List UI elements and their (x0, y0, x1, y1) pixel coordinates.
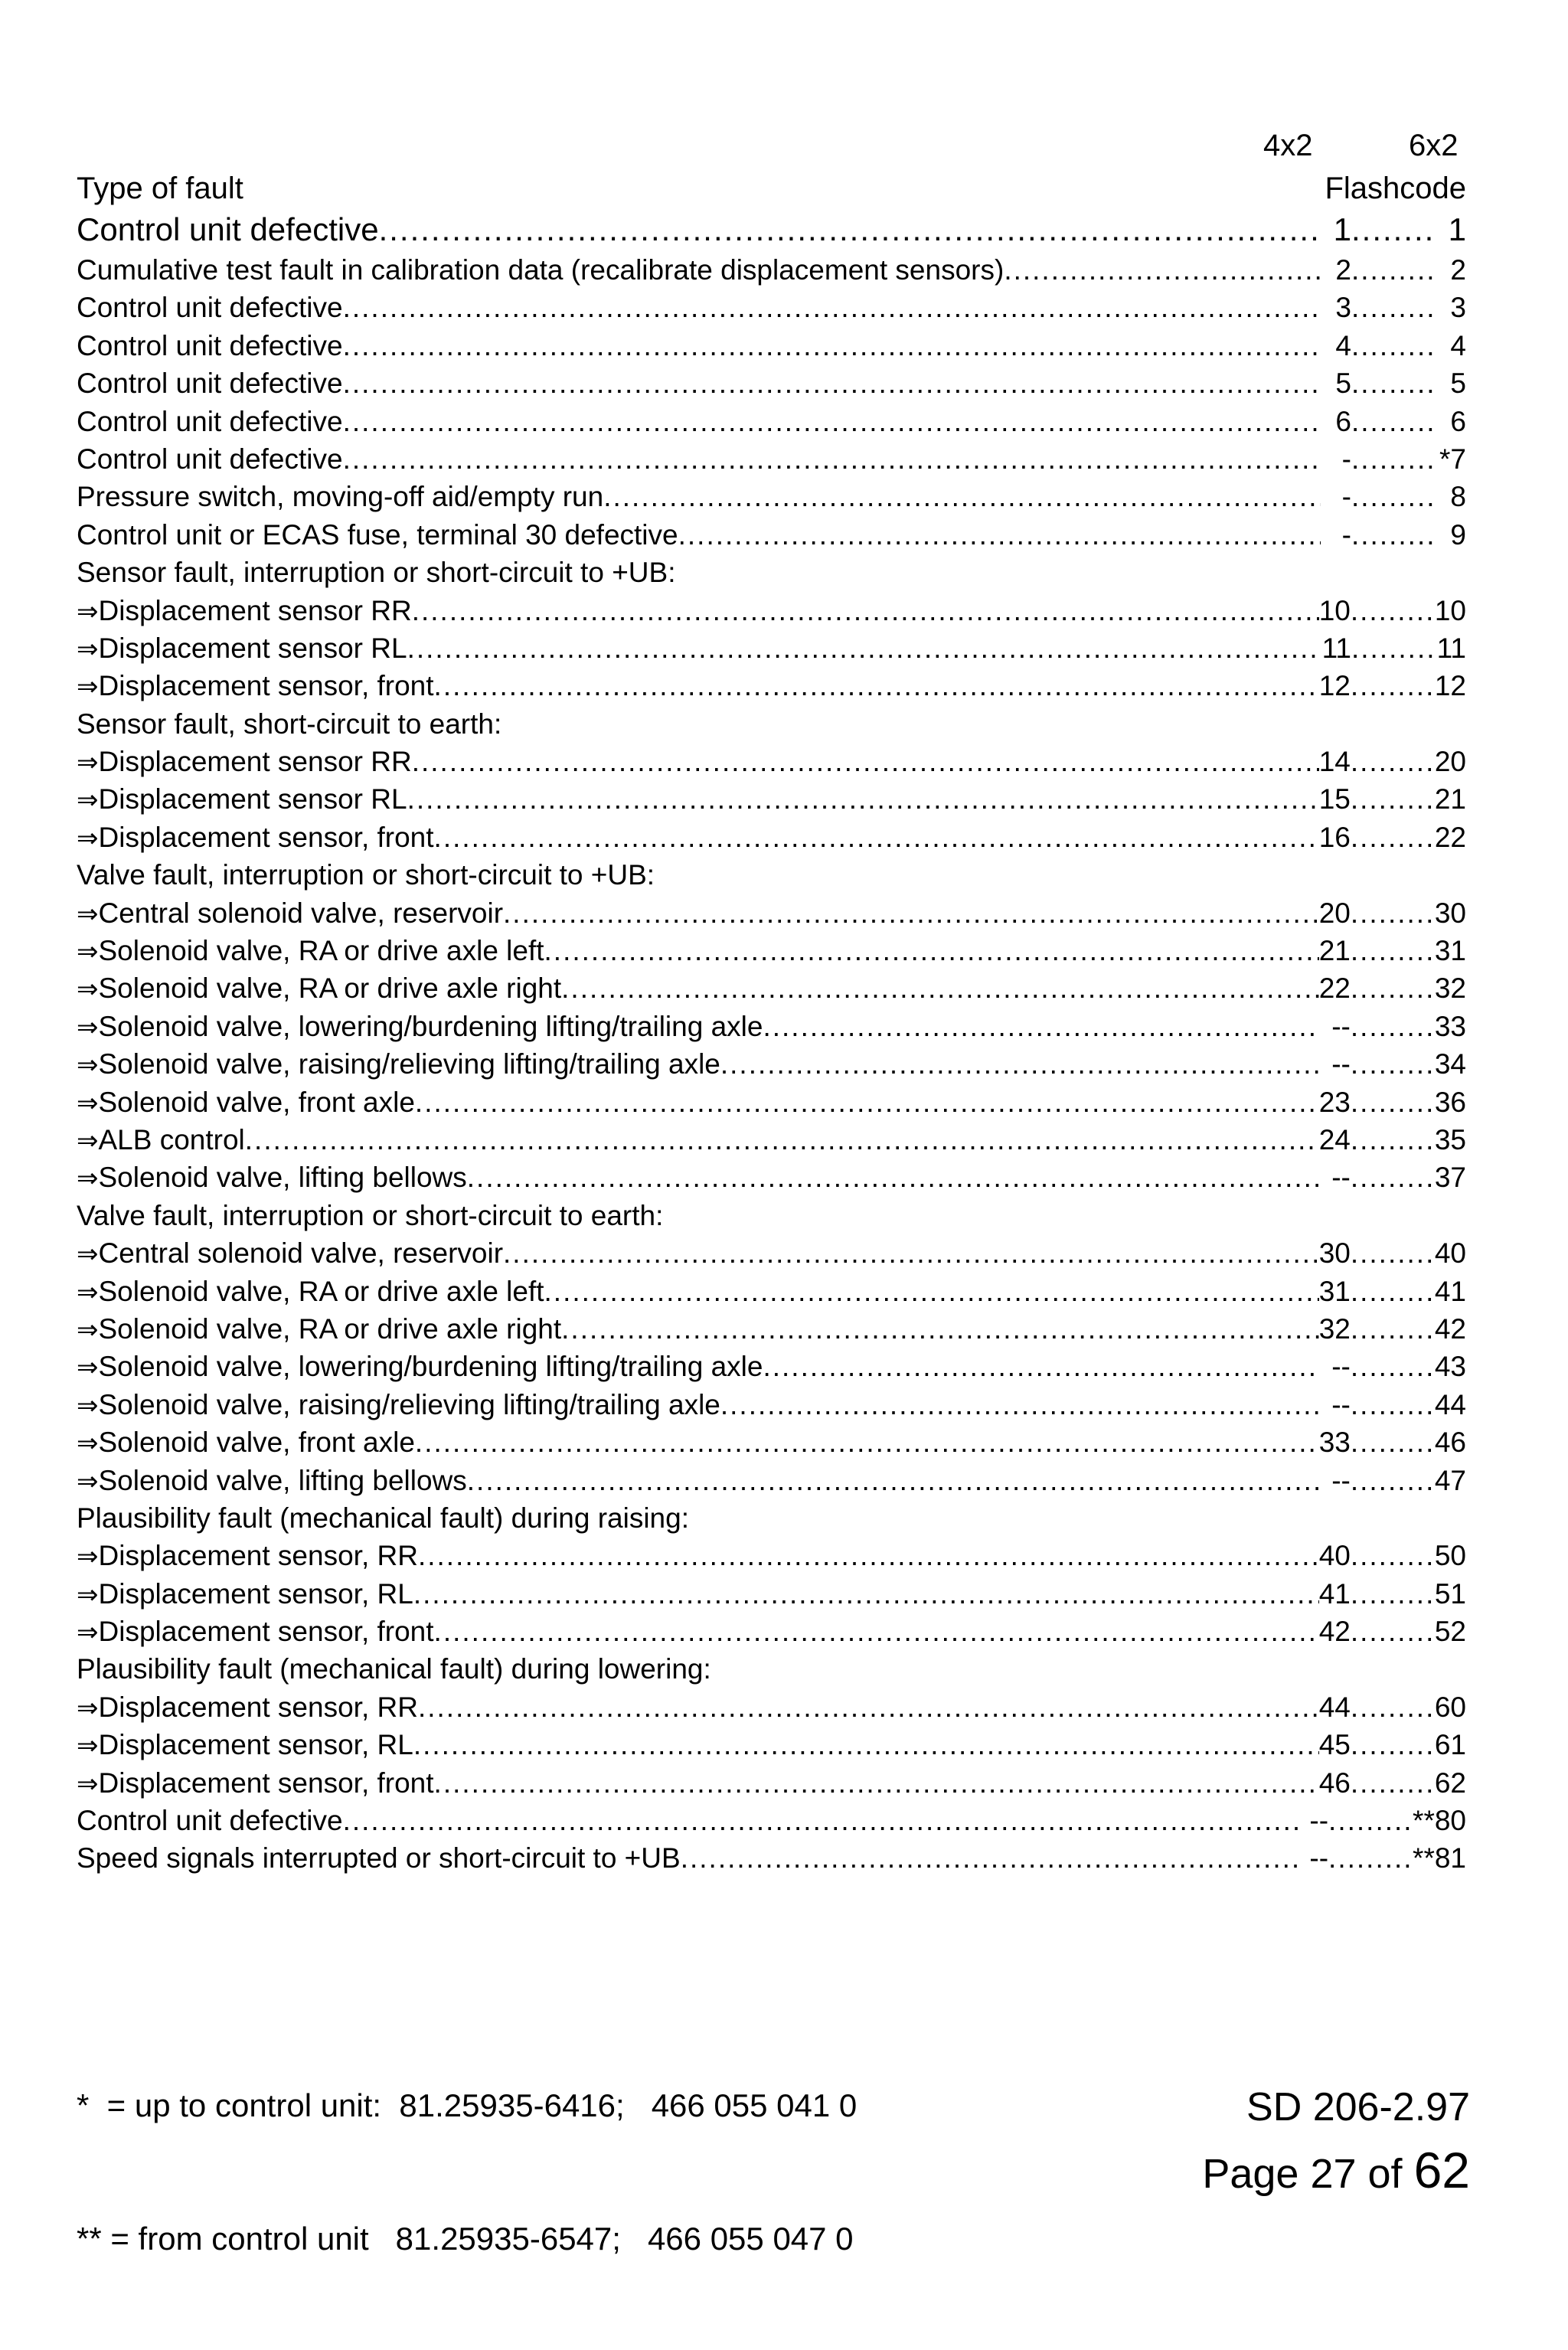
flashcode-6x2: 44 (1434, 1388, 1466, 1420)
flashcode-4x2: 24 (1318, 1123, 1351, 1155)
fault-label: Solenoid valve, lowering/burdening lifting/trailing axle (98, 1351, 763, 1383)
arrow-icon: ⇒ (77, 1352, 99, 1384)
arrow-icon: ⇒ (77, 898, 99, 930)
flashcode-4x2: 1 (1333, 211, 1351, 247)
arrow-icon: ⇒ (77, 1466, 99, 1497)
dot-leader (415, 1423, 1319, 1461)
dot-leader (415, 1083, 1319, 1121)
flashcode-6x2: *7 (1439, 443, 1466, 475)
flashcode-6x2: 46 (1434, 1427, 1466, 1459)
dot-leader (343, 1802, 1298, 1839)
dot-leader (1351, 1764, 1435, 1802)
fault-label: Displacement sensor, front (98, 670, 434, 702)
fault-row (77, 743, 1466, 780)
dot-leader (763, 1008, 1319, 1045)
dot-leader (418, 1688, 1319, 1726)
dot-leader (603, 478, 1321, 515)
dot-leader (1351, 1537, 1435, 1574)
flashcode-4x2: - (1341, 481, 1351, 513)
fault-label: Control unit defective (77, 292, 343, 324)
dot-leader (1351, 208, 1436, 251)
arrow-icon: ⇒ (77, 974, 99, 1005)
fault-row (77, 1726, 1466, 1763)
flashcode-6x2: 22 (1434, 821, 1466, 853)
arrow-icon: ⇒ (77, 747, 99, 779)
arrow-icon: ⇒ (77, 672, 99, 703)
flashcode-6x2: 43 (1434, 1351, 1466, 1383)
fault-label: Displacement sensor RR (98, 594, 412, 626)
arrow-icon: ⇒ (77, 1125, 99, 1156)
fault-row (77, 1159, 1466, 1196)
dot-leader (1351, 1613, 1435, 1650)
fault-label: Displacement sensor RL (98, 632, 407, 664)
dot-leader (1351, 516, 1436, 554)
arrow-icon: ⇒ (77, 1314, 99, 1345)
arrow-icon: ⇒ (77, 1163, 99, 1195)
fault-label: Control unit defective (77, 211, 379, 247)
dot-leader (1328, 1839, 1413, 1877)
page-number (1202, 2142, 1470, 2201)
dot-leader (1351, 1386, 1435, 1423)
footnote-up-to: * = up to control unit: 81.25935-6416; 466 055 041 0 (77, 2087, 858, 2123)
fault-row (77, 1348, 1466, 1385)
fault-label: Solenoid valve, RA or drive axle left (98, 935, 544, 967)
dot-leader (503, 894, 1319, 932)
fault-row (77, 894, 1466, 932)
page-total: 62 (1413, 2142, 1470, 2198)
flashcode-4x2: 22 (1318, 972, 1351, 1005)
dot-leader (379, 208, 1321, 251)
arrow-icon: ⇒ (77, 1087, 99, 1119)
flashcode-6x2: 42 (1434, 1312, 1466, 1345)
page-prefix: Page 27 of (1202, 2151, 1414, 2197)
dot-leader (1351, 667, 1435, 704)
fault-row (77, 440, 1466, 478)
dot-leader (1351, 403, 1436, 440)
flashcode-6x2: 34 (1434, 1048, 1466, 1080)
fault-row (77, 208, 1466, 251)
fault-row (77, 327, 1466, 364)
fault-label: Control unit defective (77, 329, 343, 361)
arrow-icon: ⇒ (77, 596, 99, 627)
flashcode-4x2: 12 (1318, 670, 1351, 702)
flashcode-4x2: 46 (1318, 1767, 1351, 1799)
dot-leader (1351, 780, 1435, 818)
flashcode-6x2: 2 (1450, 254, 1466, 286)
flashcode-4x2: 30 (1318, 1237, 1351, 1270)
dot-leader (544, 932, 1319, 969)
fault-row (77, 1839, 1466, 1877)
fault-label: Control unit defective (77, 368, 343, 400)
arrow-icon: ⇒ (77, 1390, 99, 1421)
arrow-icon: ⇒ (77, 1050, 99, 1081)
fault-row (77, 1537, 1466, 1574)
dot-leader (1351, 478, 1436, 515)
dot-leader (434, 1764, 1319, 1802)
fault-row (77, 251, 1466, 289)
flashcode-4x2: -- (1331, 1351, 1351, 1383)
flashcode-4x2: 2 (1335, 254, 1351, 286)
dot-leader (720, 1386, 1320, 1423)
column-header-6x2: 6x2 (1409, 129, 1459, 162)
dot-leader (1351, 1688, 1435, 1726)
arrow-icon: ⇒ (77, 1541, 99, 1573)
flashcode-4x2: 45 (1318, 1729, 1351, 1761)
dot-leader (1351, 743, 1435, 780)
fault-row (77, 1083, 1466, 1121)
flashcode-6x2: 51 (1434, 1577, 1466, 1610)
flashcode-6x2: 40 (1434, 1237, 1466, 1270)
fault-label: Control unit defective (77, 1805, 343, 1837)
dot-leader (1351, 592, 1435, 629)
fault-label: Displacement sensor, front (98, 821, 434, 853)
fault-label: Displacement sensor, RR (98, 1691, 418, 1723)
dot-leader (1351, 1273, 1435, 1310)
dot-leader (1351, 969, 1435, 1007)
flashcode-4x2: 5 (1335, 368, 1351, 400)
flashcode-6x2: 60 (1434, 1691, 1466, 1723)
fault-row (77, 1273, 1466, 1310)
flashcode-6x2: 20 (1434, 746, 1466, 778)
fault-row (77, 629, 1466, 667)
flashcode-6x2: 31 (1434, 935, 1466, 967)
flashcode-6x2: 52 (1434, 1616, 1466, 1648)
fault-row (77, 478, 1466, 515)
section-heading: Plausibility fault (mechanical fault) during raising: (77, 1502, 689, 1534)
section-heading: Valve fault, interruption or short-circuit to +UB: (77, 859, 655, 891)
fault-row (77, 780, 1466, 818)
dot-leader (1351, 1234, 1435, 1272)
flashcode-6x2: 6 (1450, 405, 1466, 437)
fault-row (77, 1462, 1466, 1499)
flashcode-6x2: 61 (1434, 1729, 1466, 1761)
dot-leader (407, 780, 1319, 818)
dot-leader (1351, 1462, 1435, 1499)
fault-label: Displacement sensor RR (98, 746, 412, 778)
fault-row (77, 667, 1466, 704)
fault-label: Displacement sensor RL (98, 783, 407, 815)
flashcode-4x2: 6 (1335, 405, 1351, 437)
dot-leader (1328, 1802, 1413, 1839)
fault-label: Displacement sensor, front (98, 1767, 434, 1799)
flashcode-4x2: 44 (1318, 1691, 1351, 1723)
fault-label: Solenoid valve, front axle (98, 1086, 415, 1118)
dot-leader (434, 1613, 1319, 1650)
flashcode-6x2: 9 (1450, 518, 1466, 551)
dot-leader (412, 743, 1319, 780)
fault-row (77, 1386, 1466, 1423)
flashcode-6x2: 21 (1434, 783, 1466, 815)
flashcode-6x2: 32 (1434, 972, 1466, 1005)
flashcode-4x2: -- (1309, 1805, 1329, 1837)
flashcode-4x2: -- (1331, 1388, 1351, 1420)
dot-leader (720, 1045, 1320, 1083)
flashcode-4x2: -- (1331, 1048, 1351, 1080)
fault-row (77, 592, 1466, 629)
dot-leader (1351, 1348, 1435, 1385)
flashcode-4x2: -- (1331, 1010, 1351, 1042)
dot-leader (1351, 1008, 1435, 1045)
fault-row (77, 1688, 1466, 1726)
flashcode-6x2: 50 (1434, 1540, 1466, 1572)
fault-row (77, 289, 1466, 326)
flashcode-6x2: 3 (1450, 292, 1466, 324)
arrow-icon: ⇒ (77, 1579, 99, 1610)
fault-label: Displacement sensor, front (98, 1616, 434, 1648)
fault-row (77, 932, 1466, 969)
dot-leader (1351, 440, 1436, 478)
flashcode-4x2: -- (1309, 1842, 1329, 1874)
fault-row (77, 516, 1466, 554)
dot-leader (434, 667, 1319, 704)
section-heading: Sensor fault, short-circuit to earth: (77, 708, 502, 740)
fault-label: Displacement sensor, RR (98, 1540, 418, 1572)
flashcode-6x2: 36 (1434, 1086, 1466, 1118)
dot-leader (413, 1575, 1319, 1613)
fault-label: Solenoid valve, RA or drive axle right (98, 972, 562, 1005)
fault-label: Solenoid valve, RA or drive axle right (98, 1312, 562, 1345)
type-of-fault-heading: Type of fault (77, 172, 243, 205)
flashcode-4x2: 31 (1318, 1275, 1351, 1307)
flashcode-4x2: 14 (1318, 746, 1351, 778)
flashcode-4x2: 32 (1318, 1312, 1351, 1345)
fault-label: Central solenoid valve, reservoir (98, 1237, 504, 1270)
dot-leader (418, 1537, 1319, 1574)
flashcode-4x2: 40 (1318, 1540, 1351, 1572)
arrow-icon: ⇒ (77, 785, 99, 816)
flashcode-4x2: 23 (1318, 1086, 1351, 1118)
dot-leader (343, 327, 1321, 364)
flashcode-6x2: 4 (1450, 329, 1466, 361)
arrow-icon: ⇒ (77, 1012, 99, 1043)
flashcode-6x2: 47 (1434, 1464, 1466, 1496)
arrow-icon: ⇒ (77, 1428, 99, 1459)
section-heading: Plausibility fault (mechanical fault) during lowering: (77, 1653, 711, 1685)
fault-row (77, 1802, 1466, 1839)
fault-row (77, 1008, 1466, 1045)
fault-label: Central solenoid valve, reservoir (98, 897, 504, 929)
flashcode-6x2: 10 (1434, 594, 1466, 626)
dot-leader (561, 969, 1319, 1007)
flashcode-4x2: -- (1331, 1464, 1351, 1496)
footnotes (77, 1995, 857, 2350)
dot-leader (467, 1159, 1320, 1196)
dot-leader (1351, 1083, 1435, 1121)
flashcode-4x2: 20 (1318, 897, 1351, 929)
flashcode-4x2: 4 (1335, 329, 1351, 361)
flashcode-6x2: 30 (1434, 897, 1466, 929)
flashcode-heading: Flashcode (1325, 172, 1466, 205)
fault-label: Solenoid valve, RA or drive axle left (98, 1275, 544, 1307)
fault-row (77, 819, 1466, 856)
fault-row (77, 1575, 1466, 1613)
flashcode-4x2: 16 (1318, 821, 1351, 853)
flashcode-6x2: 35 (1434, 1123, 1466, 1155)
dot-leader (1351, 1575, 1435, 1613)
flashcode-6x2: 12 (1434, 670, 1466, 702)
flashcode-6x2: 37 (1434, 1162, 1466, 1194)
dot-leader (1351, 289, 1436, 326)
flashcode-6x2: 8 (1450, 481, 1466, 513)
arrow-icon: ⇒ (77, 633, 99, 665)
dot-leader (245, 1121, 1319, 1159)
flashcode-4x2: - (1341, 518, 1351, 551)
flashcode-4x2: 11 (1321, 632, 1351, 664)
dot-leader (343, 440, 1321, 478)
fault-row (77, 1613, 1466, 1650)
arrow-icon: ⇒ (77, 1617, 99, 1649)
dot-leader (1351, 1423, 1435, 1461)
fault-label: Pressure switch, moving-off aid/empty run (77, 481, 604, 513)
dot-leader (434, 819, 1319, 856)
dot-leader (1351, 629, 1436, 667)
fault-label: Cumulative test fault in calibration data (recalibrate displacement sensors) (77, 254, 1004, 286)
flashcode-4x2: - (1341, 443, 1351, 475)
fault-label: Control unit defective (77, 443, 343, 475)
dot-leader (561, 1310, 1319, 1348)
dot-leader (1351, 932, 1435, 969)
arrow-icon: ⇒ (77, 1276, 99, 1308)
column-header-4x2: 4x2 (1263, 129, 1313, 162)
dot-leader (1351, 1159, 1435, 1196)
dot-leader (1351, 1310, 1435, 1348)
flashcode-6x2: 11 (1436, 632, 1466, 664)
dot-leader (1351, 327, 1436, 364)
dot-leader (412, 592, 1319, 629)
fault-label: Solenoid valve, lifting bellows (98, 1162, 467, 1194)
flashcode-6x2: **80 (1413, 1805, 1466, 1837)
fault-row (77, 1121, 1466, 1159)
document-id: SD 206-2.97 (1246, 2085, 1470, 2129)
dot-leader (343, 364, 1321, 402)
flashcode-6x2: **81 (1413, 1842, 1466, 1874)
dot-leader (678, 516, 1321, 554)
dot-leader (503, 1234, 1319, 1272)
flashcode-6x2: 1 (1448, 211, 1466, 247)
dot-leader (1351, 364, 1436, 402)
flashcode-6x2: 41 (1434, 1275, 1466, 1307)
fault-label: Displacement sensor, RL (98, 1729, 413, 1761)
arrow-icon: ⇒ (77, 1239, 99, 1270)
fault-label: Solenoid valve, lifting bellows (98, 1464, 467, 1496)
arrow-icon: ⇒ (77, 1731, 99, 1762)
fault-label: Control unit or ECAS fuse, terminal 30 defective (77, 518, 678, 551)
dot-leader (1351, 1045, 1435, 1083)
fault-row (77, 1310, 1466, 1348)
arrow-icon: ⇒ (77, 822, 99, 854)
fault-row (77, 1423, 1466, 1461)
flashcode-4x2: -- (1331, 1162, 1351, 1194)
flashcode-4x2: 41 (1318, 1577, 1351, 1610)
dot-leader (343, 403, 1321, 440)
fault-label: Displacement sensor, RL (98, 1577, 413, 1610)
arrow-icon: ⇒ (77, 1768, 99, 1799)
fault-row (77, 403, 1466, 440)
flashcode-6x2: 33 (1434, 1010, 1466, 1042)
fault-label: Speed signals interrupted or short-circuit to +UB (77, 1842, 681, 1874)
flashcode-4x2: 3 (1335, 292, 1351, 324)
section-heading: Sensor fault, interruption or short-circuit to +UB: (77, 557, 676, 589)
dot-leader (1004, 251, 1321, 289)
fault-label: Solenoid valve, raising/relieving lifting/trailing axle (98, 1048, 720, 1080)
flashcode-4x2: 33 (1318, 1427, 1351, 1459)
flashcode-4x2: 10 (1318, 594, 1351, 626)
fault-label: Solenoid valve, raising/relieving lifting/trailing axle (98, 1388, 720, 1420)
fault-row (77, 969, 1466, 1007)
dot-leader (413, 1726, 1319, 1763)
fault-row (77, 1045, 1466, 1083)
dot-leader (544, 1273, 1319, 1310)
dot-leader (343, 289, 1321, 326)
fault-label: Solenoid valve, front axle (98, 1427, 415, 1459)
flashcode-6x2: 5 (1450, 368, 1466, 400)
dot-leader (1351, 819, 1435, 856)
flashcode-4x2: 42 (1318, 1616, 1351, 1648)
dot-leader (407, 629, 1321, 667)
dot-leader (763, 1348, 1319, 1385)
dot-leader (681, 1839, 1298, 1877)
arrow-icon: ⇒ (77, 1692, 99, 1724)
section-heading: Valve fault, interruption or short-circuit to earth: (77, 1199, 664, 1231)
fault-label: Control unit defective (77, 405, 343, 437)
fault-label: ALB control (98, 1123, 245, 1155)
flashcode-6x2: 62 (1434, 1767, 1466, 1799)
fault-row (77, 1764, 1466, 1802)
dot-leader (1351, 1121, 1435, 1159)
dot-leader (467, 1462, 1320, 1499)
footnote-from: ** = from control unit 81.25935-6547; 466 055 047 0 (77, 2221, 854, 2257)
fault-row (77, 364, 1466, 402)
arrow-icon: ⇒ (77, 936, 99, 968)
fault-row (77, 1234, 1466, 1272)
fault-label: Solenoid valve, lowering/burdening lifting/trailing axle (98, 1010, 763, 1042)
dot-leader (1351, 894, 1435, 932)
flashcode-4x2: 15 (1318, 783, 1351, 815)
dot-leader (1351, 1726, 1435, 1763)
fault-code-table (77, 208, 1466, 1878)
dot-leader (1351, 251, 1436, 289)
flashcode-4x2: 21 (1318, 935, 1351, 967)
